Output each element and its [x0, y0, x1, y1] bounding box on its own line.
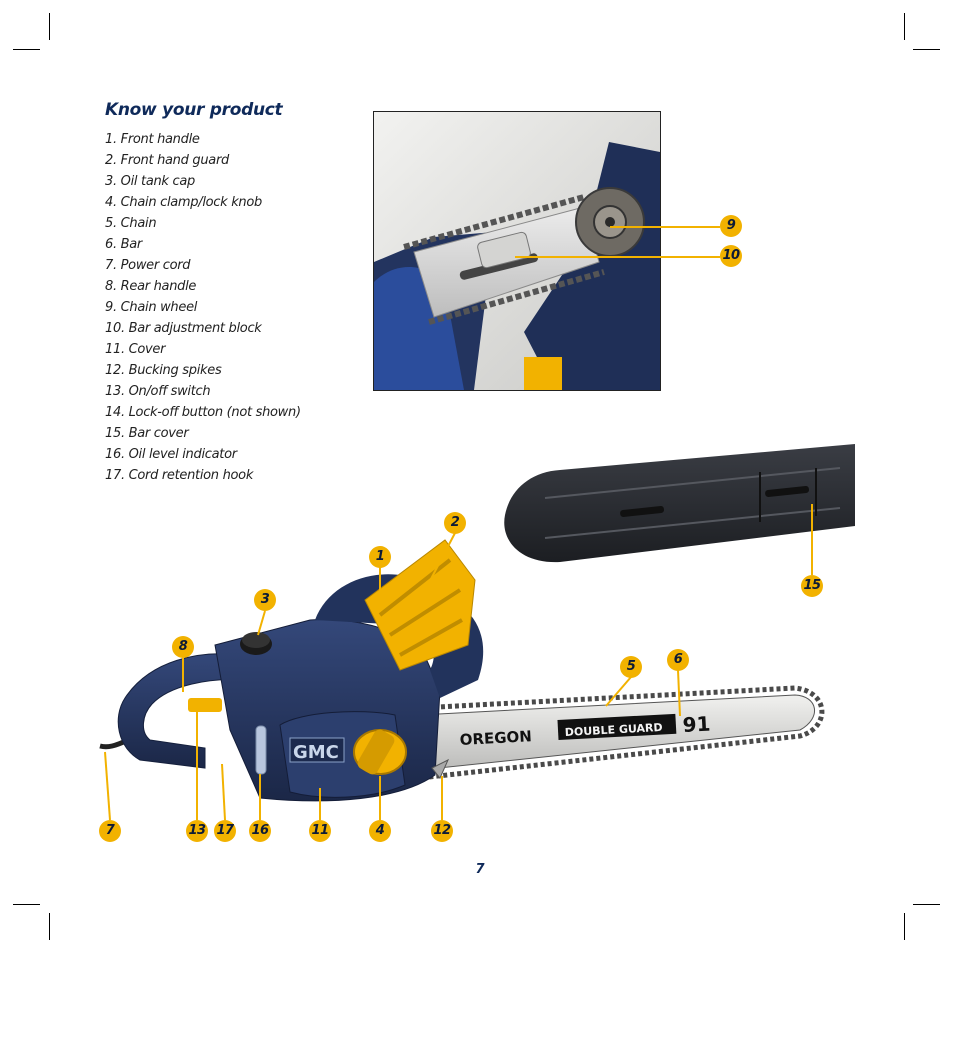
crop-mark-top-right-v	[904, 13, 905, 40]
list-item: 6. Bar	[105, 237, 142, 252]
list-item: 4. Chain clamp/lock knob	[105, 195, 262, 210]
list-item: 13. On/off switch	[105, 384, 211, 399]
crop-mark-top-left-v	[49, 13, 50, 40]
callout-13: 13	[186, 820, 208, 842]
callout-7: 7	[99, 820, 121, 842]
callout-8: 8	[172, 636, 194, 658]
callout-4: 4	[369, 820, 391, 842]
chainsaw-diagram	[0, 430, 954, 870]
bar-model-text: 91	[682, 711, 712, 737]
list-item: 10. Bar adjustment block	[105, 321, 262, 336]
callout-2: 2	[444, 512, 466, 534]
list-item: 17. Cord retention hook	[105, 468, 254, 483]
list-item: 7. Power cord	[105, 258, 191, 273]
callout-5: 5	[620, 656, 642, 678]
page-number: 7	[475, 862, 485, 877]
callout-12: 12	[431, 820, 453, 842]
chain-wheel-detail-photo	[373, 111, 661, 391]
list-item: 2. Front hand guard	[105, 153, 229, 168]
list-item: 16. Oil level indicator	[105, 447, 237, 462]
list-item: 8. Rear handle	[105, 279, 197, 294]
crop-mark-top-right-h	[913, 49, 940, 50]
list-item: 3. Oil tank cap	[105, 174, 195, 189]
callout-11: 11	[309, 820, 331, 842]
crop-mark-bottom-left-v	[49, 913, 50, 940]
list-item: 15. Bar cover	[105, 426, 189, 441]
crop-mark-bottom-right-h	[913, 904, 940, 905]
list-item: 14. Lock-off button (not shown)	[105, 405, 301, 420]
bar-brand-text: OREGON	[459, 727, 533, 749]
crop-mark-bottom-right-v	[904, 913, 905, 940]
chain-wheel-illustration	[374, 112, 660, 390]
list-item: 1. Front handle	[105, 132, 200, 147]
crop-mark-top-left-h	[13, 49, 40, 50]
callout-17: 17	[214, 820, 236, 842]
callout-16: 16	[249, 820, 271, 842]
brand-logo-text: GMC	[293, 742, 339, 763]
chainsaw-illustration	[0, 430, 954, 870]
callout-3: 3	[254, 589, 276, 611]
callout-9: 9	[720, 215, 742, 237]
callout-10: 10	[720, 245, 742, 267]
callout-1: 1	[369, 546, 391, 568]
callout-6: 6	[667, 649, 689, 671]
list-item: 12. Bucking spikes	[105, 363, 222, 378]
page-title: Know your product	[105, 100, 283, 120]
list-item: 9. Chain wheel	[105, 300, 198, 315]
bar-series-text: DOUBLE GUARD	[564, 720, 663, 739]
callout-15: 15	[801, 575, 823, 597]
crop-mark-bottom-left-h	[13, 904, 40, 905]
list-item: 5. Chain	[105, 216, 157, 231]
list-item: 11. Cover	[105, 342, 166, 357]
